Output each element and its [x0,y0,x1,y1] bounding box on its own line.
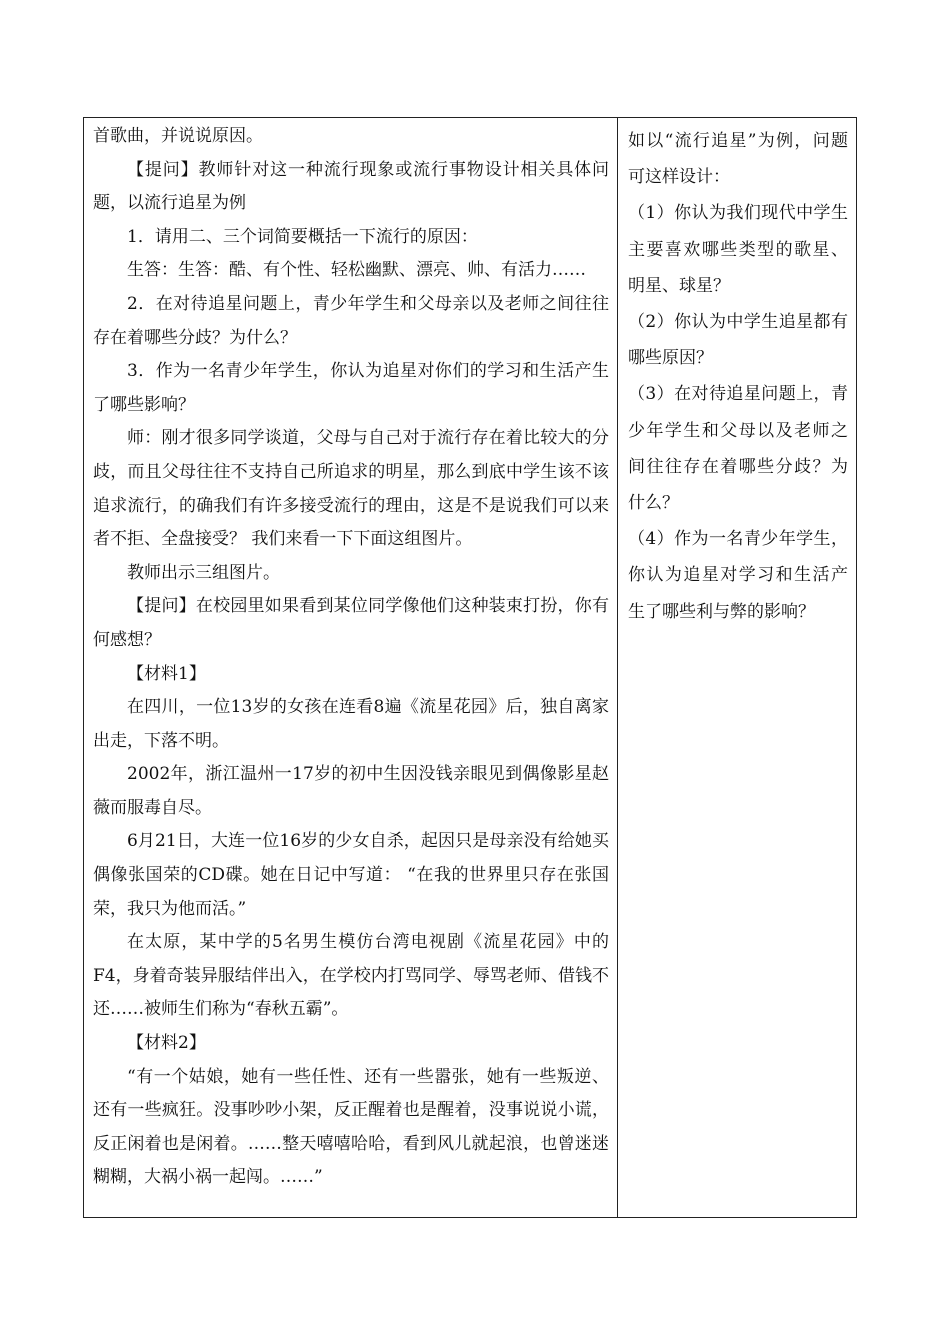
table-row [84,118,857,1218]
paragraph-show-pictures: 教师出示三组图片。 [127,562,280,583]
material-2-text: “有一个姑娘，她有一些任性、还有一些嚣张，她有一些叛逆、还有一些疯狂。没事吵吵小架，反正醒着也是醒着，没事说说小谎，反正闲着也是闲着。……整天嘻嘻哈哈，看到风儿就起浪，也曾迷迷糊糊，大祸小祸一起闯。……” [93,1066,609,1188]
lesson-plan-table [83,117,857,1218]
material-1-case-dalian: 6月21日，大连一位16岁的少女自杀，起因只是母亲没有给她买偶像张国荣的CD碟。她在日记中写道： “在我的世界里只存在张国荣，我只为他而活。” [93,831,609,919]
teaching-process-cell [84,118,618,1218]
paragraph-question-3: 3．作为一名青少年学生，你认为追星对你们的学习和生活产生了哪些影响？ [93,361,609,415]
design-notes-cell [618,118,857,1218]
design-notes-text [618,118,856,630]
note-intro: 如以“流行追星”为例，问题可这样设计： [628,131,848,188]
material-1-case-wenzhou: 2002年，浙江温州一17岁的初中生因没钱亲眼见到偶像影星赵薇而服毒自尽。 [93,764,609,818]
paragraph-student-answer: 生答：生答：酷、有个性、轻松幽默、漂亮、帅、有活力…… [127,260,586,281]
paragraph-question-1: 1．请用二、三个词简要概括一下流行的原因： [127,226,478,247]
material-1-case-taiyuan: 在太原，某中学的5名男生模仿台湾电视剧《流星花园》中的F4，身着奇装异服结伴出入，在学校内打骂同学、辱骂老师、借钱不还……被师生们称为“春秋五霸”。 [93,932,609,1020]
material-1-heading: 【材料1】 [127,663,206,684]
paragraph-question-intro: 【提问】教师针对这一种流行现象或流行事物设计相关具体问题，以流行追星为例 [93,159,609,214]
note-question-3: （3）在对待追星问题上，青少年学生和父母以及老师之间往往存在着哪些分歧？为什么？ [628,384,848,514]
material-2-heading: 【材料2】 [127,1033,206,1054]
note-question-2: （2）你认为中学生追星都有哪些原因？ [628,312,848,369]
material-1-case-sichuan: 在四川，一位13岁的女孩在连看8遍《流星花园》后，独自离家出走，下落不明。 [93,697,609,751]
paragraph-continuation: 首歌曲，并说说原因。 [93,126,263,146]
paragraph-question-2: 2．在对待追星问题上，青少年学生和父母亲以及老师之间往往存在着哪些分歧？为什么？ [93,293,609,348]
paragraph-teacher-remark: 师：刚才很多同学谈道，父母与自己对于流行存在着比较大的分歧，而且父母往往不支持自己所追求的明星，那么到底中学生该不该追求流行，的确我们有许多接受流行的理由，这是不是说我们可以来者不拒、全盘接受？ 我们来看一下下面这组图片。 [93,428,609,550]
teaching-process-text [84,118,617,1195]
paragraph-question-dress: 【提问】在校园里如果看到某位同学像他们这种装束打扮，你有何感想？ [93,596,609,650]
note-question-1: （1）你认为我们现代中学生主要喜欢哪些类型的歌星、明星、球星？ [628,203,848,296]
note-question-4: （4）作为一名青少年学生，你认为追星对学习和生活产生了哪些利与弊的影响？ [628,529,848,622]
